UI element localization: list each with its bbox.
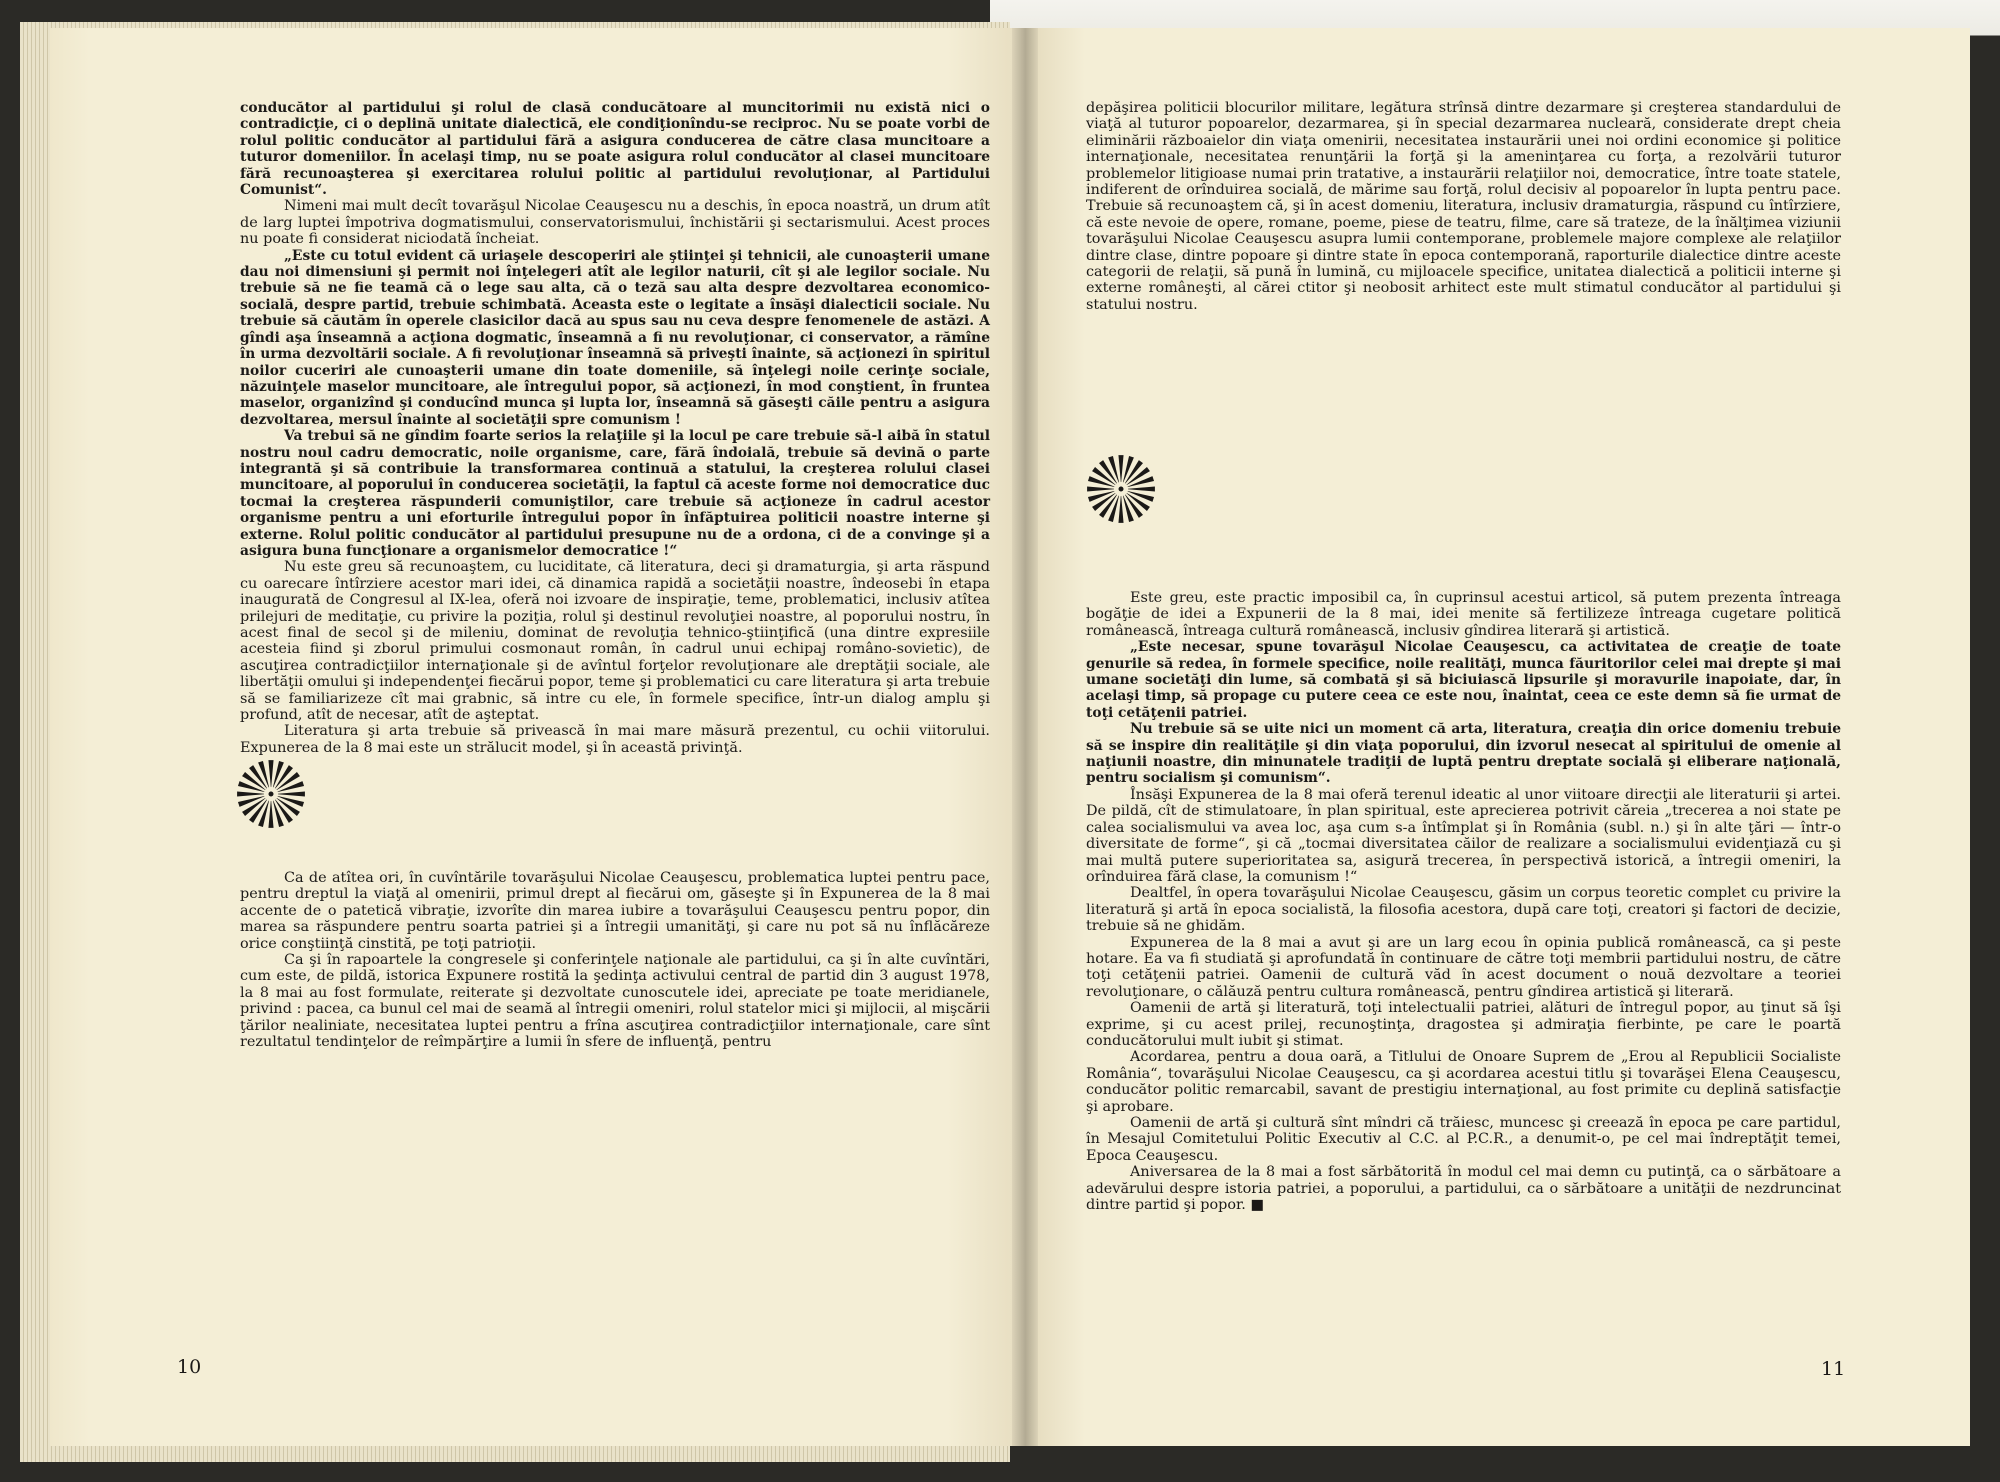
book-gutter (1012, 28, 1038, 1446)
paragraph: Aniversarea de la 8 mai a fost sărbătorită în modul cel mai demn cu putinţă, ca o sărbătoare a adevărului despre istoria patriei, a poporului, a partidului, ca o sărbătoare a unităţii de nezdruncinat dintre partid şi popor. ■ (1086, 1164, 1841, 1214)
page-number-right: 11 (1821, 1358, 1846, 1380)
paragraph: Acordarea, pentru a doua oară, a Titlului de Onoare Suprem de „Erou al Republicii Socialiste România“, tovarăşului Nicolae Ceauşescu, ca şi acordarea acestui titlu şi tovarăşei Elena Ceauşescu, conducător politic remarcabil, savant de prestigiu internaţional, au fost primite cu deplină satisfacţie şi aprobare. (1086, 1049, 1841, 1115)
sunburst-ornament-icon (235, 758, 307, 830)
paragraph: Nimeni mai mult decît tovarăşul Nicolae Ceauşescu nu a deschis, în epoca noastră, un drum atît de larg luptei împotriva dogmatismului, conservatorismului, închistării şi sectarismului. Acest proces nu poate fi considerat niciodată încheiat. (240, 198, 990, 248)
right-page-top-text (1086, 100, 1841, 313)
paragraph: Nu este greu să recunoaştem, cu luciditate, că literatura, deci şi dramaturgia, şi arta răspund cu oarecare întîrziere acestor mari idei, că dinamica rapidă a societăţii noastre, îndeosebi în etapa inaugurată de Congresul al IX-lea, oferă noi izvoare de inspiraţie, teme, problematici, inclusiv atîtea prilejuri de meditaţie, cu privire la poziţia, rolul şi destinul revoluţiei noastre, al poporului nostru, în acest final de secol şi de mileniu, dominat de revoluţia tehnico-ştiinţifică (una dintre expresiile acesteia fiind şi zborul primului cosmonaut român, în cadrul unui echipaj româno-sovietic), de ascuţirea contradicţiilor internaţionale şi de avîntul forţelor revoluţionare ale dreptăţii sociale, ale libertăţii omului şi independenţei fiecărui popor, teme şi problematici cu care literatura şi arta trebuie să se familiarizeze cît mai grabnic, să intre cu ele, în formele specifice, într-un dialog amplu şi profund, atît de necesar, atît de aşteptat. (240, 559, 990, 724)
right-page (1025, 28, 1970, 1446)
paragraph: Expunerea de la 8 mai a avut şi are un larg ecou în opinia publică românească, ca şi peste hotare. Ea va fi studiată şi aprofundată în continuare de către toţi membrii partidului nostru, de către toţi cetăţenii patriei. Oamenii de cultură văd în acest document o nouă dezvoltare a teoriei revoluţionare, o călăuză pentru cultura românească, pentru gîndirea artistică şi literară. (1086, 934, 1841, 1000)
paragraph: Este greu, este practic imposibil ca, în cuprinsul acestui articol, să putem prezenta întreaga bogăţie de idei a Expunerii de la 8 mai, idei menite să fertilizeze întreaga cugetare politică românească, întreaga cultură românească, inclusiv gîndirea literară şi artistică. (1086, 590, 1841, 639)
paragraph: Oamenii de artă şi cultură sînt mîndri că trăiesc, muncesc şi creează în epoca pe care partidul, în Mesajul Comitetului Politic Executiv al C.C. al P.C.R., a denumit-o, pe cel mai îndreptăţit temei, Epoca Ceauşescu. (1086, 1115, 1841, 1164)
paragraph: Ca de atîtea ori, în cuvîntările tovarăşului Nicolae Ceauşescu, problematica luptei pentru pace, pentru dreptul la viaţă al omenirii, primul drept al fiecărui om, găseşte şi în Expunerea de la 8 mai accente de o patetică vibraţie, izvorîte din marea iubire a tovarăşului Ceauşescu pentru popor, din marea sa răspundere pentru soarta patriei şi a întregii umanităţi, şi care nu pot să nu înflăcăreze orice conştiinţă cinstită, pe toţi patrioţii. (240, 870, 990, 952)
left-page-top-text (240, 100, 990, 756)
left-page (50, 28, 1025, 1446)
paragraph: Ca şi în rapoartele la congresele şi conferinţele naţionale ale partidului, ca şi în alte cuvîntări, cum este, de pildă, istorica Expunere rostită la şedinţa activului central de partid din 3 august 1978, la 8 mai au fost formulate, reiterate şi dezvoltate cunoscutele idei, apreciate pe toate meridianele, privind : pacea, ca bunul cel mai de seamă al întregii omeniri, rolul statelor mici şi mijlocii, al mişcării ţărilor nealiniate, necesitatea luptei pentru a frîna ascuţirea contradicţiilor internaţionale, care sînt rezultatul tendinţelor de reîmpărţire a lumii în sfere de influenţă, pentru (240, 952, 990, 1051)
paragraph: depăşirea politicii blocurilor militare, legătura strînsă dintre dezarmare şi creşterea standardului de viaţă al tuturor popoarelor, dezarmarea, şi în special dezarmarea nucleară, considerate drept cheia eliminării războaielor din viaţa omenirii, necesitatea instaurării unei noi ordini economice şi politice internaţionale, necesitatea renunţării la forţă şi la ameninţarea cu forţa, a rezolvării tuturor problemelor litigioase numai prin tratative, a instaurării relaţiilor noi, democratice, între toate statele, indiferent de orînduirea socială, de mărime sau forţă, rolul decisiv al popoarelor în lupta pentru pace. Trebuie să recunoaştem că, şi în acest domeniu, literatura, inclusiv dramaturgia, răspund cu întîrziere, că este nevoie de opere, romane, poeme, piese de teatru, filme, care să trateze, de la înălţimea viziunii tovarăşului Nicolae Ceauşescu asupra lumii contemporane, problemele majore complexe ale relaţiilor dintre clase, dintre popoare şi dintre state în epoca contemporană, raporturile dialectice dintre aceste categorii de relaţii, să pună în lumină, cu mijloacele specifice, unitatea dialectică a politicii interne şi externe româneşti, al cărei ctitor şi neobosit arhitect este mult stimatul conducător al partidului şi statului nostru. (1086, 100, 1841, 313)
paragraph: Nu trebuie să se uite nici un moment că arta, literatura, creaţia din orice domeniu trebuie să se inspire din realităţile şi din viaţa poporului, din izvorul nesecat al spiritului de omenie al naţiunii noastre, din minunatele tradiţii de luptă pentru dreptate socială şi eliberare naţională, pentru socialism şi comunism“. (1086, 721, 1841, 787)
sunburst-ornament-icon (1085, 453, 1157, 525)
paragraph: Dealtfel, în opera tovarăşului Nicolae Ceauşescu, găsim un corpus teoretic complet cu privire la literatură şi artă în epoca socialistă, la filosofia acestora, după care toţi, creatori şi factori de decizie, trebuie să ne ghidăm. (1086, 885, 1841, 935)
paragraph: Însăşi Expunerea de la 8 mai oferă terenul ideatic al unor viitoare direcţii ale literaturii şi artei. De pildă, cît de stimulatoare, în plan spiritual, este aprecierea potrivit căreia „trecerea a noi state pe calea socialismului va avea loc, aşa cum s-a întîmplat şi în România (subl. n.) şi în alte ţări — într-o diversitate de forme“, şi că „tocmai diversitatea căilor de realizare a socialismului evidenţiază cu şi mai multă putere superioritatea sa, asigură trecerea, în perspectivă istorică, a întregii omeniri, la orînduirea fără clase, la comunism !“ (1086, 786, 1841, 885)
left-page-bottom-text (240, 870, 990, 1050)
paragraph: „Este cu totul evident că uriaşele descoperiri ale ştiinţei şi tehnicii, ale cunoaşterii umane dau noi dimensiuni şi permit noi înţelegeri atît ale legilor naturii, cît şi ale legilor sociale. Nu trebuie să ne fie teamă că o lege sau alta, că o teză sau alta despre dezvoltarea economico-socială, despre partid, trebuie schimbată. Aceasta este o legitate a însăşi dialecticii sociale. Nu trebuie să căutăm în operele clasicilor dacă au spus sau nu ceva despre fenomenele de astăzi. A gîndi aşa înseamnă a acţiona dogmatic, înseamnă a fi nu revoluţionar, ci conservator, a rămîne în urma dezvoltării sociale. A fi revoluţionar înseamnă să priveşti înainte, să acţionezi în spiritul noilor cuceriri ale cunoaşterii umane din toate domeniile, să înţelegi noile cerinţe sociale, năzuinţele maselor muncitoare, ale întregului popor, să acţionezi, în mod conştient, în fruntea maselor, organizînd şi conducînd munca şi lupta lor, înseamnă să găseşti căile pentru a asigura dezvoltarea, mersul înainte al societăţii spre comunism ! (240, 247, 990, 428)
paragraph: „Este necesar, spune tovarăşul Nicolae Ceauşescu, ca activitatea de creaţie de toate genurile să redea, în formele specifice, noile realităţi, munca făuritorilor celei mai drepte şi mai umane societăţi din lume, să combată şi să biciuiască lipsurile şi moravurile inapoiate, dar, în acelaşi timp, să propage cu putere ceea ce este nou, înaintat, ceea ce este demn să fie urmat de toţi cetăţenii patriei. (1086, 639, 1841, 721)
paragraph: Va trebui să ne gîndim foarte serios la relaţiile şi la locul pe care trebuie să-l aibă în statul nostru noul cadru democratic, noile organisme, care, fără îndoială, trebuie să devină o parte integrantă şi să contribuie la transformarea continuă a statului, la creşterea rolului clasei muncitoare, al poporului în conducerea societăţii, la faptul că aceste forme noi democratice duc tocmai la creşterea răspunderii comuniştilor, care trebuie să acţioneze în cadrul acestor organisme pentru a uni eforturile întregului popor în înfăptuirea politicii noastre interne şi externe. Rolul politic conducător al partidului presupune nu de a ordona, ci de a convinge şi a asigura buna funcţionare a organismelor democratice !“ (240, 428, 990, 559)
right-page-bottom-text (1086, 590, 1841, 1213)
paragraph: Literatura şi arta trebuie să privească în mai mare măsură prezentul, cu ochii viitorului. Expunerea de la 8 mai este un strălucit model, şi în această privinţă. (240, 723, 990, 756)
paragraph: conducător al partidului şi rolul de clasă conducătoare al muncitorimii nu există nici o contradicţie, ci o deplină unitate dialectică, ele condiţionîndu-se reciproc. Nu se poate vorbi de rolul politic conducător al partidului fără a asigura conducerea de către clasa muncitoare a tuturor domeniilor. În acelaşi timp, nu se poate asigura rolul conducător al clasei muncitoare fără recunoaşterea şi exercitarea rolului politic al partidului revoluţionar, al Partidului Comunist“. (240, 100, 990, 199)
page-number-left: 10 (177, 1356, 202, 1378)
paragraph: Oamenii de artă şi literatură, toţi intelectualii patriei, alături de întregul popor, au ţinut să îşi exprime, şi cu acest prilej, recunoştinţa, dragostea şi admiraţia fierbinte, pe care le poartă conducătorului mult iubit şi stimat. (1086, 1000, 1841, 1049)
